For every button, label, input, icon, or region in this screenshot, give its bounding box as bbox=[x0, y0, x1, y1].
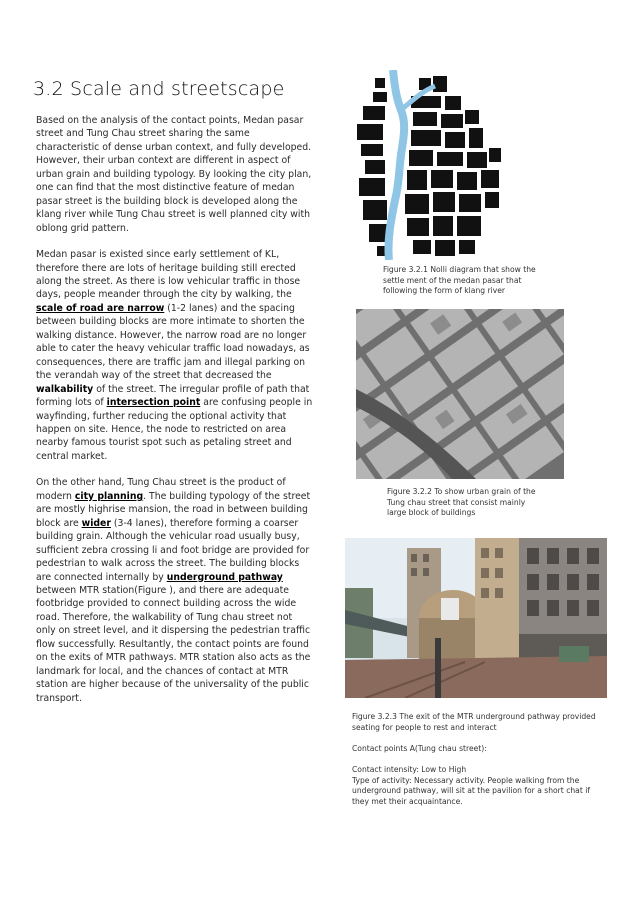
highlight-walkability: walkability bbox=[36, 383, 94, 395]
figure-2-caption: Figure 3.2.2 To show urban grain of the Tung chau street that consist mainly large block of buildings bbox=[387, 487, 536, 518]
highlight-city-planning: city planning bbox=[74, 490, 144, 502]
figure-3-caption bbox=[352, 712, 602, 807]
paragraph-3: On the other hand, Tung Chau street is the product of modern city planning. The building typology of the street are mostly highrise mansion, the road in between building block are wider (3-4 lanes), therefore forming a coarser building grain. Although the vehicular road usually busy, sufficient zebra crossing li and foot bridge are provided for pedestrian to walk across the street. The building blocks are connected internally by underground pathway between MTR station(Figure ), and there are adequate footbridge provided to connect building across the wide road. Therefore, the walkability of Tung chau street not only on street level, and it dispersing the pedestrian traffic flow successfully. Resultantly, the contact points are found on the exits of MTR pathways. MTR station also acts as the landmark for local, and the chances of contact at MTR station are higher because of the universality of the public transport. bbox=[36, 477, 311, 704]
contact-intensity: Contact intensity: Low to High bbox=[352, 764, 467, 774]
page-title: 3.2 Scale and streetscape bbox=[33, 78, 285, 100]
paragraph-1: Based on the analysis of the contact points, Medan pasar street and Tung Chau street sharing the same characteristic of dense urban context, and fully developed. However, their urban context are different in aspect of urban grain and building typology. By looking the city plan, one can find that the most distinctive feature of medan pasar street is the building block is developed along the klang river while Tung Chau street is well planned city with oblong grid pattern. bbox=[36, 115, 312, 234]
body-text bbox=[36, 114, 314, 718]
figure-1-caption: Figure 3.2.1 Nolli diagram that show the settle ment of the medan pasar that following the form of klang river bbox=[383, 265, 536, 296]
nolli-diagram-figure bbox=[355, 70, 505, 260]
activity-type: Type of activity: Necessary activity. People walking from the underground pathway, will sit at the pavilion for a short chat if they met their acquaintance. bbox=[352, 775, 591, 806]
paragraph-2: Medan pasar is existed since early settlement of KL, therefore there are lots of heritage building still erected along the street. As there is low vehicular traffic in those days, people meander through the city by walking, the scale of road are narrow (1-2 lanes) and the spacing between building blocks are more intimate to shorten the walking distance. However, the narrow road are no longer able to cater the heavy vehicular traffic load nowadays, as consequences, there are traffic jam and illegal parking on the verandah way of the street that decreased the walkability of the street. The irregular profile of path that forming lots of intersection point are confusing people in wayfinding, further reducing the optional activity that happen on site. Hence, the node to restricted on area nearby famous tourist spot such as petaling street and central market. bbox=[36, 249, 313, 462]
contact-points-label: Contact points A(Tung chau street): bbox=[352, 743, 487, 753]
highlight-narrow-road: scale of road are narrow bbox=[36, 302, 165, 314]
urban-grain-aerial-figure bbox=[356, 309, 564, 479]
highlight-underground: underground pathway bbox=[166, 571, 283, 583]
mtr-exit-photo-figure bbox=[345, 538, 607, 698]
figure-3-title: Figure 3.2.3 The exit of the MTR underground pathway provided seating for people to rest and interact bbox=[352, 712, 596, 732]
highlight-wider: wider bbox=[81, 517, 111, 529]
highlight-intersection: intersection point bbox=[106, 397, 201, 409]
